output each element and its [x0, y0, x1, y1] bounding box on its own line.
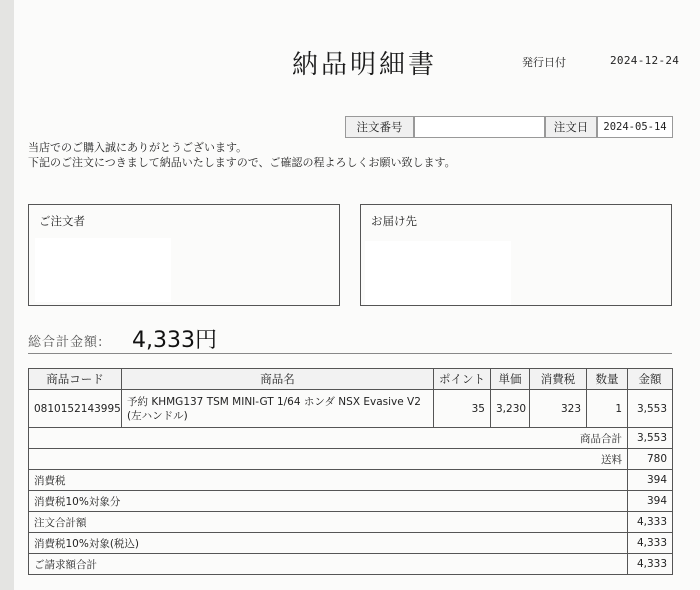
greeting-line-2: 下記のご注文につきまして納品いたしますので、ご確認の程よろしくお願い致します。 — [28, 156, 456, 169]
divider — [28, 353, 672, 354]
issue-date: 2024-12-24 — [610, 54, 680, 67]
subtotal-value: 3,553 — [628, 428, 673, 449]
item-unit-price: 3,230 — [491, 390, 530, 428]
item-name: 予約 KHMG137 TSM MINI-GT 1/64 ホンダ NSX Evasive V2 (左ハンドル) — [122, 390, 434, 428]
header-code: 商品コード — [29, 369, 122, 390]
orderer-redacted-area — [35, 238, 171, 302]
tax-value: 394 — [628, 470, 673, 491]
document-title: 納品明細書 — [292, 50, 438, 80]
recipient-label: お届け先 — [371, 214, 417, 228]
table-header-row — [29, 369, 673, 390]
shipping-value: 780 — [628, 449, 673, 470]
shipping-label: 送料 — [29, 449, 628, 470]
tax-label: 消費税 — [29, 470, 628, 491]
billing-total-row — [29, 554, 673, 575]
items-table — [28, 368, 673, 575]
item-qty: 1 — [587, 390, 628, 428]
header-tax: 消費税 — [530, 369, 587, 390]
tax10-label: 消費税10%対象分 — [29, 491, 628, 512]
order-number-label: 注文番号 — [345, 116, 414, 138]
item-points: 35 — [434, 390, 491, 428]
grand-total-value: 4,333円 — [132, 328, 217, 353]
recipient-redacted-area — [365, 241, 511, 305]
greeting — [28, 140, 456, 170]
table-row — [29, 390, 673, 428]
order-date-label: 注文日 — [545, 116, 597, 138]
issue-date-label: 発行日付 — [522, 56, 566, 69]
orderer-label: ご注文者 — [39, 214, 85, 228]
tax10-row — [29, 491, 673, 512]
subtotal-row — [29, 428, 673, 449]
item-tax: 323 — [530, 390, 587, 428]
order-total-label: 注文合計額 — [29, 512, 628, 533]
tax10-incl-label: 消費税10%対象(税込) — [29, 533, 628, 554]
subtotal-label: 商品合計 — [29, 428, 628, 449]
header-unit-price: 単価 — [491, 369, 530, 390]
tax-row — [29, 470, 673, 491]
billing-total-value: 4,333 — [628, 554, 673, 575]
item-amount: 3,553 — [628, 390, 673, 428]
order-date-value: 2024-05-14 — [597, 116, 673, 138]
shipping-row — [29, 449, 673, 470]
tax10-incl-value: 4,333 — [628, 533, 673, 554]
header-qty: 数量 — [587, 369, 628, 390]
greeting-line-1: 当店でのご購入誠にありがとうございます。 — [28, 141, 248, 154]
order-number-value — [414, 116, 545, 138]
recipient-box — [360, 204, 672, 306]
orderer-box — [28, 204, 340, 306]
tax10-value: 394 — [628, 491, 673, 512]
tax10-incl-row — [29, 533, 673, 554]
header-name: 商品名 — [122, 369, 434, 390]
header-amount: 金額 — [628, 369, 673, 390]
item-code: 0810152143995 — [29, 390, 122, 428]
order-total-value: 4,333 — [628, 512, 673, 533]
billing-total-label: ご請求額合計 — [29, 554, 628, 575]
order-total-row — [29, 512, 673, 533]
grand-total-label: 総合計金額: — [28, 335, 104, 350]
header-points: ポイント — [434, 369, 491, 390]
